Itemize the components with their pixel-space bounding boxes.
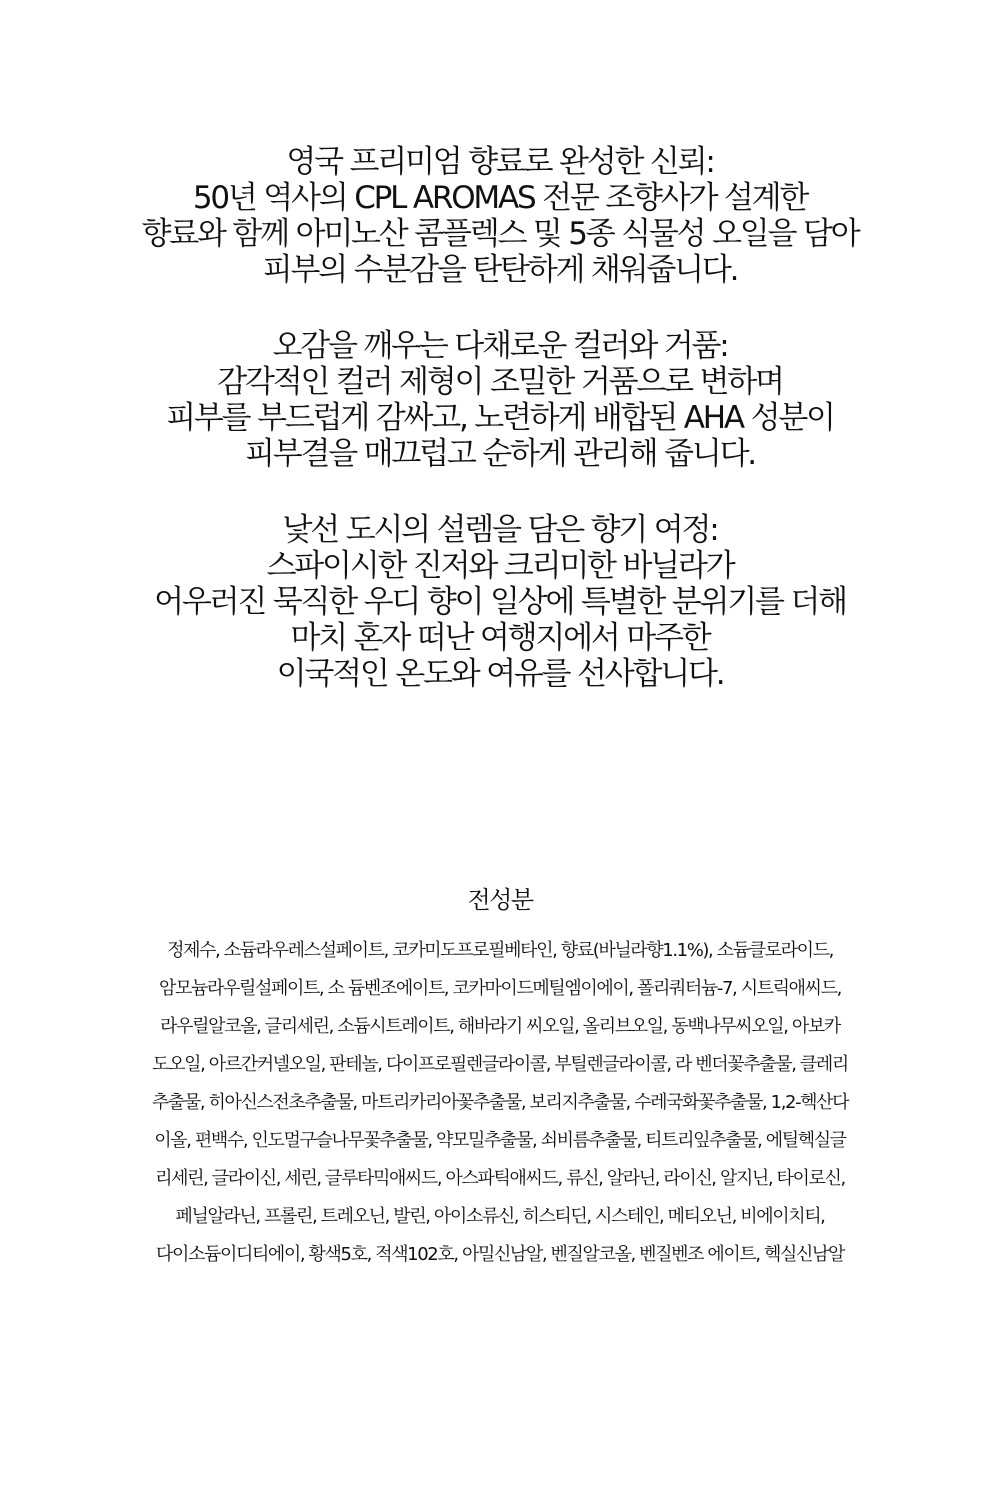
description-line: 어우러진 묵직한 우디 향이 일상에 특별한 분위기를 더해 bbox=[154, 584, 846, 620]
description-block-fragrance bbox=[40, 144, 960, 288]
description-line: 마치 혼자 떠난 여행지에서 마주한 bbox=[290, 620, 710, 656]
ingredients-line: 다이소듐이디티에이, 황색5호, 적색102호, 아밀신남알, 벤질알코올, 벤질벤조 에이트, 헥실신남알 bbox=[156, 1244, 844, 1265]
ingredients-line: 도오일, 아르간커넬오일, 판테놀, 다이프로필렌글라이콜, 부틸렌글라이콜, 라 벤더꽃추출물, 클레리 bbox=[152, 1054, 848, 1075]
description-line: 피부결을 매끄럽고 순하게 관리해 줍니다. bbox=[245, 436, 755, 472]
ingredients-line: 라우릴알코올, 글리세린, 소듐시트레이트, 해바라기 씨오일, 올리브오일, 동백나무씨오일, 아보카 bbox=[160, 1016, 840, 1037]
ingredients-line: 추출물, 히아신스전초추출물, 마트리카리아꽃추출물, 보리지추출물, 수레국화꽃추출물, 1,2-헥산다 bbox=[151, 1092, 849, 1113]
description-line: 이국적인 온도와 여유를 선사합니다. bbox=[276, 656, 724, 692]
description-heading: 오감을 깨우는 다채로운 컬러와 거품: bbox=[272, 328, 728, 364]
description-line: 향료와 함께 아미노산 콤플렉스 및 5종 식물성 오일을 담아 bbox=[141, 216, 859, 252]
ingredients-line: 리세린, 글라이신, 세린, 글루타믹애씨드, 아스파틱애씨드, 류신, 알라닌, 라이신, 알지닌, 타이로신, bbox=[155, 1168, 845, 1189]
ingredients-line: 정제수, 소듐라우레스설페이트, 코카미도프로필베타인, 향료(바닐라향1.1%), 소듐클로라이드, bbox=[167, 940, 833, 961]
product-description bbox=[40, 144, 960, 732]
ingredients-section bbox=[50, 880, 950, 1274]
ingredients-title: 전성분 bbox=[467, 886, 533, 914]
description-line: 감각적인 컬러 제형이 조밀한 거품으로 변하며 bbox=[217, 364, 783, 400]
description-line: 스파이시한 진저와 크리미한 바닐라가 bbox=[266, 548, 734, 584]
description-heading: 영국 프리미엄 향료로 완성한 신뢰: bbox=[286, 144, 714, 180]
description-block-scent-journey bbox=[40, 512, 960, 692]
ingredients-line: 페닐알라닌, 프롤린, 트레오닌, 발린, 아이소류신, 히스티딘, 시스테인, 메티오닌, 비에이치티, bbox=[175, 1206, 825, 1227]
description-heading: 낯선 도시의 설렘을 담은 향기 여정: bbox=[282, 512, 718, 548]
ingredients-line: 암모늄라우릴설페이트, 소 듐벤조에이트, 코카마이드메틸엠이에이, 폴리쿼터늄-7, 시트릭애씨드, bbox=[159, 978, 841, 999]
description-line: 피부의 수분감을 탄탄하게 채워줍니다. bbox=[262, 252, 738, 288]
description-block-color-foam bbox=[40, 328, 960, 472]
description-line: 50년 역사의 CPL AROMAS 전문 조향사가 설계한 bbox=[192, 180, 808, 216]
ingredients-line: 이올, 편백수, 인도멀구슬나무꽃추출물, 약모밀추출물, 쇠비름추출물, 티트리잎추출물, 에틸헥실글 bbox=[154, 1130, 846, 1151]
description-line: 피부를 부드럽게 감싸고, 노련하게 배합된 AHA 성분이 bbox=[166, 400, 834, 436]
